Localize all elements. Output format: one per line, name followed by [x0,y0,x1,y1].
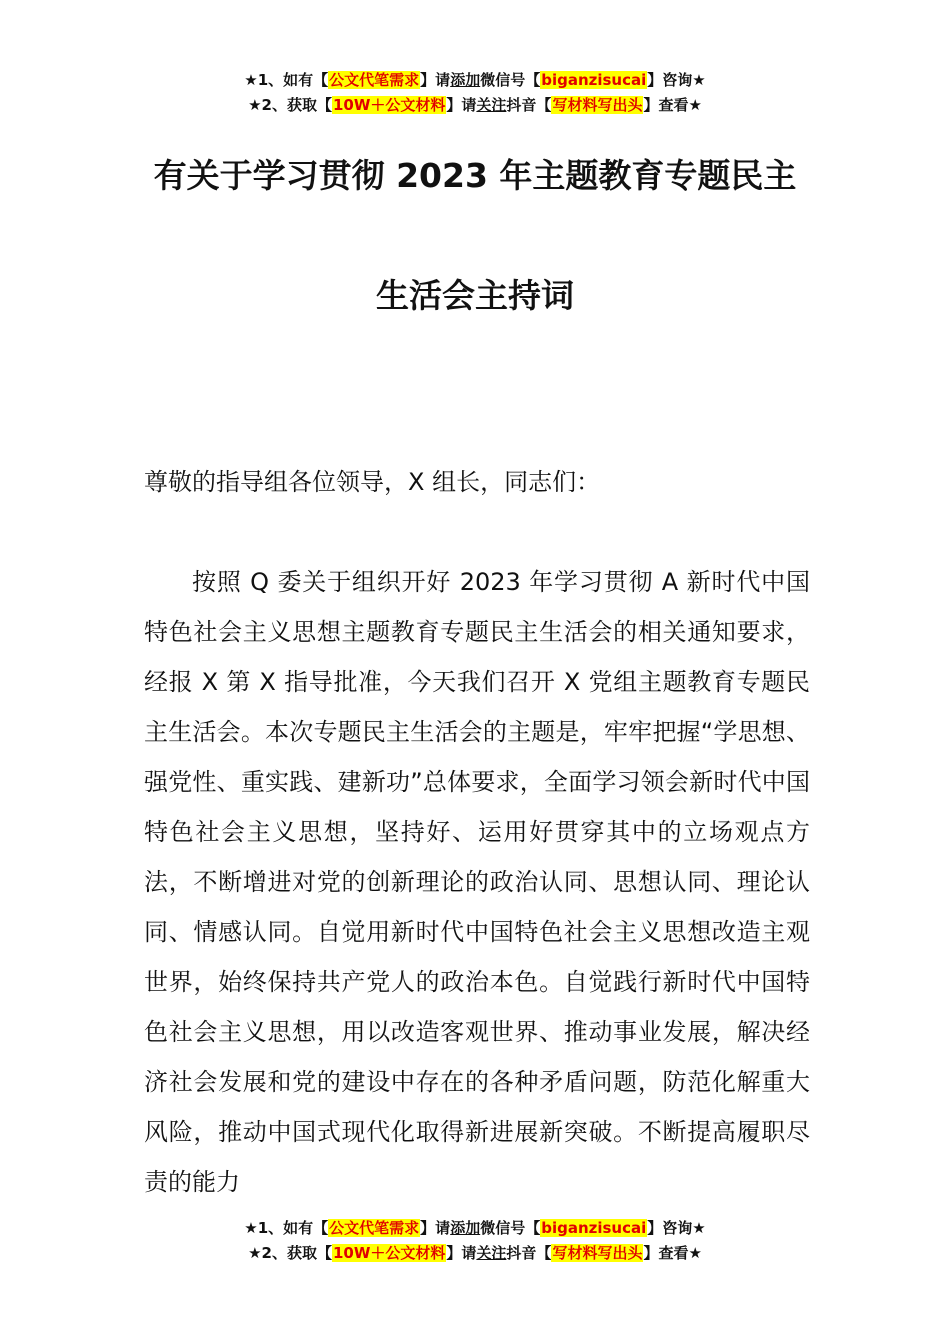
promo-text: 】查看★ [643,1244,702,1262]
promo-underline: 添加 [450,71,481,89]
promo-highlight: 写材料写出头 [552,1244,643,1262]
promo-banner-top [0,68,950,118]
promo-highlight: 公文代笔需求 [329,1219,420,1237]
promo-banner-bottom [0,1216,950,1266]
promo-text: 】咨询★ [647,71,706,89]
promo-line-2 [0,93,950,118]
promo-text: 】咨询★ [647,1219,706,1237]
promo-text: 微信号【 [480,71,541,89]
promo-text: 】请 [446,96,477,114]
promo-line-2 [0,1241,950,1266]
promo-text: 抖音【 [506,96,552,114]
promo-underline: 关注 [476,96,507,114]
promo-text: 抖音【 [506,1244,552,1262]
promo-text: 】请 [420,71,451,89]
promo-text: ★1、如有【 [244,1219,329,1237]
promo-underline: 添加 [450,1219,481,1237]
promo-highlight: 写材料写出头 [552,96,643,114]
promo-underline: 关注 [476,1244,507,1262]
promo-line-1 [0,1216,950,1241]
promo-text: 】请 [420,1219,451,1237]
promo-text: ★2、获取【 [248,1244,332,1262]
document-title-line-2: 生活会主持词 [376,276,574,315]
promo-highlight: biganzisucai [541,1219,647,1237]
promo-highlight: 公文代笔需求 [329,71,420,89]
body-paragraph: 按照 Q 委关于组织开好 2023 年学习贯彻 A 新时代中国特色社会主义思想主题教育专题民主生活会的相关通知要求，经报 X 第 X 指导批准，今天我们召开 X 党组主题教育专题民主生活会。本次专题民主生活会的主题是，牢牢把握“学思想、强党性、重实践、建新功”总体要求，全面学习领会新时代中国特色社会主义思想，坚持好、运用好贯穿其中的立场观点方法，不断增进对党的创新理论的政治认同、思想认同、理论认同、情感认同。自觉用新时代中国特色社会主义思想改造主观世界，始终保持共产党人的政治本色。自觉践行新时代中国特色社会主义思想，用以改造客观世界、推动事业发展，解决经济社会发展和党的建设中存在的各种矛盾问题，防范化解重大风险，推动中国式现代化取得新进展新突破。不断提高履职尽责的能力 [144,568,810,1196]
promo-text: 微信号【 [480,1219,541,1237]
greeting: 尊敬的指导组各位领导，X 组长，同志们： [144,468,601,496]
document-title-line-1: 有关于学习贯彻 2023 年主题教育专题民主 [153,156,797,195]
promo-highlight: 10W＋公文材料 [332,1244,446,1262]
promo-text: 】查看★ [643,96,702,114]
promo-text: 】请 [446,1244,477,1262]
promo-text: ★1、如有【 [244,71,329,89]
promo-highlight: biganzisucai [541,71,647,89]
promo-highlight: 10W＋公文材料 [332,96,446,114]
promo-line-1 [0,68,950,93]
promo-text: ★2、获取【 [248,96,332,114]
